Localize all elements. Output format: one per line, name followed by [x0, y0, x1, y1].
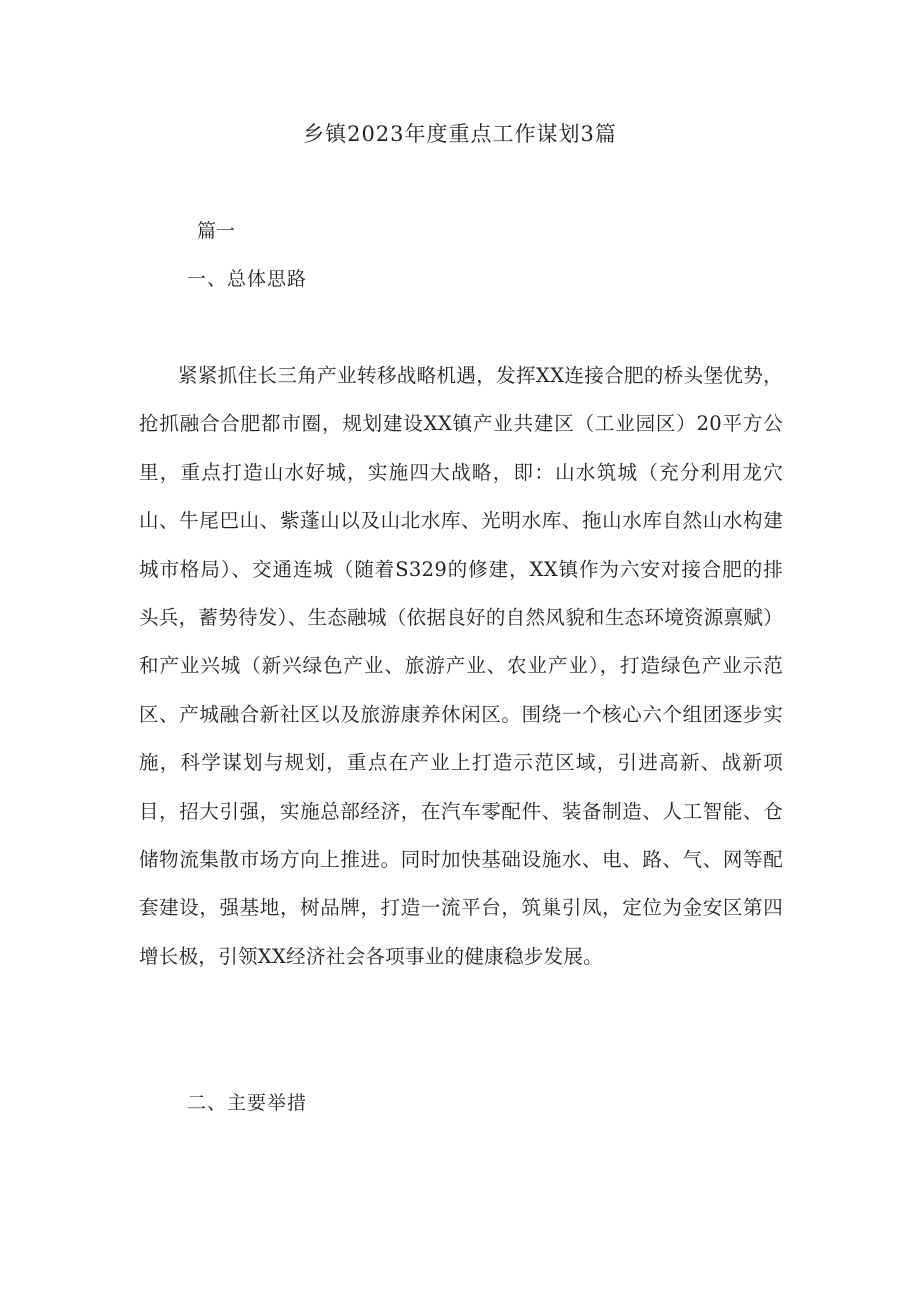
- part-label: 篇一: [197, 220, 236, 242]
- document-title: 乡镇2023年度重点工作谋划3篇: [303, 122, 617, 146]
- section-heading-overall-approach: 一、总体思路: [187, 268, 308, 290]
- section-heading-main-measures: 二、主要举措: [187, 1092, 308, 1114]
- overall-approach-paragraph: 紧紧抓住长三角产业转移战略机遇，发挥XX连接合肥的桥头堡优势，抢抓融合合肥都市圈，规划建设XX镇产业共建区（工业园区）20平方公里，重点打造山水好城，实施四大战略，即：山水筑城（充分利用龙穴山、牛尾巴山、紫蓬山以及山北水库、光明水库、拖山水库自然山水构建城市格局）、交通连城（随着S329的修建，XX镇作为六安对接合肥的排头兵，蓄势待发）、生态融城（依据良好的自然风貌和生态环境资源禀赋）和产业兴城（新兴绿色产业、旅游产业、农业产业），打造绿色产业示范区、产城融合新社区以及旅游康养休闲区。围绕一个核心六个组团逐步实施，科学谋划与规划，重点在产业上打造示范区域，引进高新、战新项目，招大引强，实施总部经济，在汽车零配件、装备制造、人工智能、仓储物流集散市场方向上推进。同时加快基础设施水、电、路、气、网等配套建设，强基地，树品牌，打造一流平台，筑巢引凤，定位为金安区第四增长极，引领XX经济社会各项事业的健康稳步发展。: [139, 364, 783, 968]
